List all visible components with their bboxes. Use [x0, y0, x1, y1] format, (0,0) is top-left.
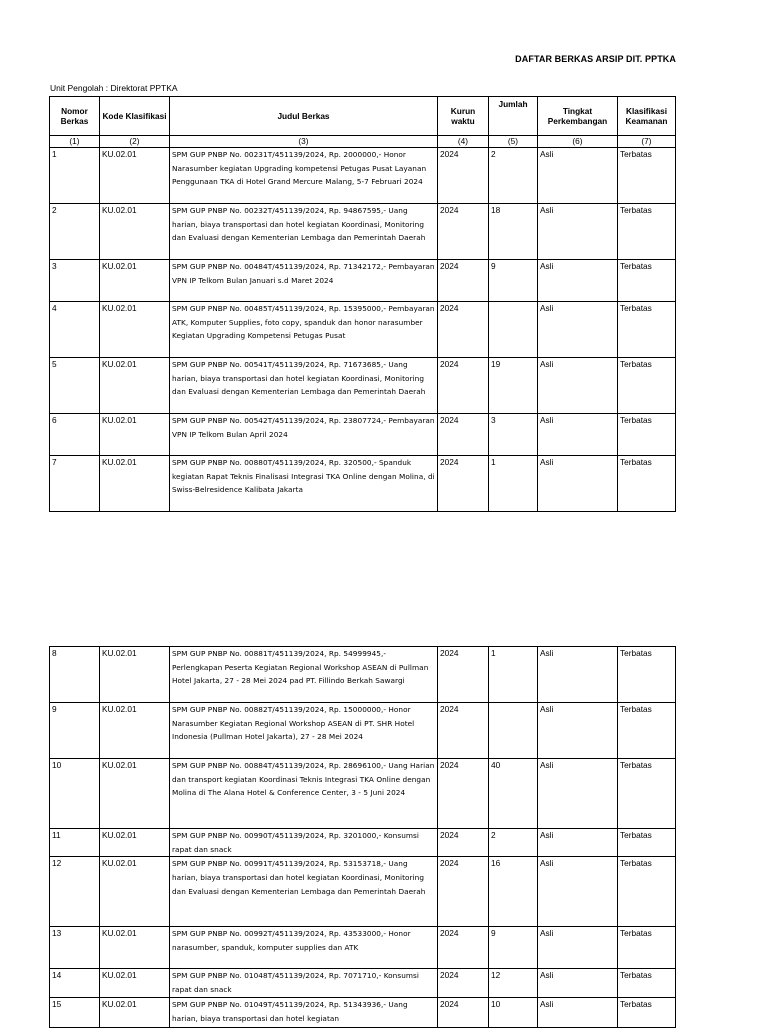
cell-kurun: 2024	[438, 997, 489, 1027]
cell-kurun: 2024	[438, 829, 489, 857]
cell-nomor: 9	[50, 703, 100, 759]
cell-nomor: 12	[50, 857, 100, 927]
cell-jumlah: 3	[489, 414, 538, 456]
cell-kurun: 2024	[438, 204, 489, 260]
cell-judul: SPM GUP PNBP No. 00882T/451139/2024, Rp. 15000000,- Honor Narasumber Kegiatan Regional Workshop ASEAN di PT. SHR Hotel Indonesia (Pullman Hotel Jakarta), 27 - 28 Mei 2024	[170, 703, 438, 759]
cell-nomor: 3	[50, 260, 100, 302]
cell-kode: KU.02.01	[100, 647, 170, 703]
cell-klasifikasi: Terbatas	[618, 204, 676, 260]
cell-judul: SPM GUP PNBP No. 00541T/451139/2024, Rp. 71673685,- Uang harian, biaya transportasi dan hotel kegiatan Koordinasi, Monitoring dan Evaluasi dengan Kementerian Lembaga dan Pemerintah Daerah	[170, 358, 438, 414]
cell-klasifikasi: Terbatas	[618, 829, 676, 857]
cell-jumlah: 10	[489, 997, 538, 1027]
cell-tingkat: Asli	[538, 829, 618, 857]
cell-nomor: 5	[50, 358, 100, 414]
table-row	[50, 997, 676, 1027]
cell-nomor: 1	[50, 148, 100, 204]
cell-kurun: 2024	[438, 456, 489, 512]
cell-kode: KU.02.01	[100, 148, 170, 204]
header-klasifikasi-keamanan: Klasifikasi Keamanan	[618, 97, 676, 136]
cell-jumlah: 9	[489, 927, 538, 969]
cell-kurun: 2024	[438, 302, 489, 358]
cell-kode: KU.02.01	[100, 204, 170, 260]
column-number: (4)	[438, 136, 489, 148]
cell-klasifikasi: Terbatas	[618, 997, 676, 1027]
cell-judul: SPM GUP PNBP No. 00881T/451139/2024, Rp. 54999945,- Perlengkapan Peserta Kegiatan Regional Workshop ASEAN di Pullman Hotel Jakarta, 27 - 28 Mei 2024 pad PT. Fillindo Berkah Sawargi	[170, 647, 438, 703]
table-row	[50, 358, 676, 414]
column-number: (1)	[50, 136, 100, 148]
cell-nomor: 11	[50, 829, 100, 857]
cell-jumlah	[489, 302, 538, 358]
header-kurun-waktu: Kurun waktu	[438, 97, 489, 136]
cell-nomor: 15	[50, 997, 100, 1027]
cell-judul: SPM GUP PNBP No. 00232T/451139/2024, Rp. 94867595,- Uang harian, biaya transportasi dan hotel kegiatan Koordinasi, Monitoring dan Evaluasi dengan Kementerian Lembaga dan Pemerintah Daerah	[170, 204, 438, 260]
cell-judul: SPM GUP PNBP No. 00991T/451139/2024, Rp. 53153718,- Uang harian, biaya transportasi dan hotel kegiatan Koordinasi, Monitoring dan Evaluasi dengan Kementerian Lembaga dan Pemerintah Daerah	[170, 857, 438, 927]
cell-klasifikasi: Terbatas	[618, 927, 676, 969]
column-number: (5)	[489, 136, 538, 148]
cell-tingkat: Asli	[538, 997, 618, 1027]
cell-jumlah: 2	[489, 148, 538, 204]
cell-nomor: 14	[50, 969, 100, 997]
cell-kode: KU.02.01	[100, 857, 170, 927]
cell-kode: KU.02.01	[100, 703, 170, 759]
table-row	[50, 204, 676, 260]
column-number: (3)	[170, 136, 438, 148]
cell-jumlah: 16	[489, 857, 538, 927]
table-row	[50, 703, 676, 759]
cell-nomor: 10	[50, 759, 100, 829]
cell-judul: SPM GUP PNBP No. 00990T/451139/2024, Rp. 3201000,- Konsumsi rapat dan snack	[170, 829, 438, 857]
cell-kode: KU.02.01	[100, 759, 170, 829]
cell-kode: KU.02.01	[100, 829, 170, 857]
cell-kurun: 2024	[438, 857, 489, 927]
cell-kode: KU.02.01	[100, 927, 170, 969]
cell-klasifikasi: Terbatas	[618, 759, 676, 829]
cell-kode: KU.02.01	[100, 302, 170, 358]
table-header-row	[50, 97, 676, 136]
column-number: (7)	[618, 136, 676, 148]
table-row	[50, 260, 676, 302]
cell-jumlah: 1	[489, 647, 538, 703]
cell-tingkat: Asli	[538, 148, 618, 204]
cell-jumlah	[489, 703, 538, 759]
column-number: (2)	[100, 136, 170, 148]
cell-klasifikasi: Terbatas	[618, 969, 676, 997]
cell-kurun: 2024	[438, 969, 489, 997]
cell-judul: SPM GUP PNBP No. 00992T/451139/2024, Rp. 43533000,- Honor narasumber, spanduk, komputer supplies dan ATK	[170, 927, 438, 969]
cell-klasifikasi: Terbatas	[618, 358, 676, 414]
cell-klasifikasi: Terbatas	[618, 260, 676, 302]
header-jumlah: Jumlah	[489, 97, 538, 136]
table-row	[50, 414, 676, 456]
table-row	[50, 829, 676, 857]
cell-judul: SPM GUP PNBP No. 00231T/451139/2024, Rp. 2000000,- Honor Narasumber kegiatan Upgrading kompetensi Petugas Pusat Layanan Penggunaan TKA di Hotel Grand Mercure Malang, 5-7 Februari 2024	[170, 148, 438, 204]
cell-tingkat: Asli	[538, 857, 618, 927]
cell-klasifikasi: Terbatas	[618, 148, 676, 204]
header-nomor-berkas: Nomor Berkas	[50, 97, 100, 136]
cell-judul: SPM GUP PNBP No. 00884T/451139/2024, Rp. 28696100,- Uang Harian dan transport kegiatan Koordinasi Teknis Integrasi TKA Online dengan Molina di The Alana Hotel & Conference Center, 3 - 5 Juni 2024	[170, 759, 438, 829]
document-title: DAFTAR BERKAS ARSIP DIT. PPTKA	[515, 54, 676, 64]
cell-kurun: 2024	[438, 148, 489, 204]
cell-tingkat: Asli	[538, 302, 618, 358]
cell-jumlah: 9	[489, 260, 538, 302]
cell-tingkat: Asli	[538, 414, 618, 456]
cell-jumlah: 12	[489, 969, 538, 997]
table-row	[50, 148, 676, 204]
cell-nomor: 2	[50, 204, 100, 260]
cell-kurun: 2024	[438, 358, 489, 414]
cell-tingkat: Asli	[538, 260, 618, 302]
cell-tingkat: Asli	[538, 927, 618, 969]
cell-kurun: 2024	[438, 414, 489, 456]
cell-kurun: 2024	[438, 260, 489, 302]
cell-klasifikasi: Terbatas	[618, 857, 676, 927]
cell-judul: SPM GUP PNBP No. 00542T/451139/2024, Rp. 23807724,- Pembayaran VPN IP Telkom Bulan April 2024	[170, 414, 438, 456]
cell-jumlah: 2	[489, 829, 538, 857]
cell-kode: KU.02.01	[100, 456, 170, 512]
cell-tingkat: Asli	[538, 759, 618, 829]
column-number-row	[50, 136, 676, 148]
cell-tingkat: Asli	[538, 358, 618, 414]
cell-judul: SPM GUP PNBP No. 00485T/451139/2024, Rp. 15395000,- Pembayaran ATK, Komputer Supplies, foto copy, spanduk dan honor narasumber Kegiatan Upgrading Kompetensi Petugas Pusat	[170, 302, 438, 358]
cell-kurun: 2024	[438, 759, 489, 829]
table-row	[50, 857, 676, 927]
table-row	[50, 302, 676, 358]
archive-table-page-1	[49, 96, 676, 512]
cell-kurun: 2024	[438, 927, 489, 969]
cell-nomor: 8	[50, 647, 100, 703]
unit-label: Unit Pengolah : Direktorat PPTKA	[50, 83, 178, 93]
table-row	[50, 927, 676, 969]
cell-judul: SPM GUP PNBP No. 01049T/451139/2024, Rp. 51343936,- Uang harian, biaya transportasi dan hotel kegiatan	[170, 997, 438, 1027]
column-number: (6)	[538, 136, 618, 148]
cell-kode: KU.02.01	[100, 969, 170, 997]
cell-jumlah: 1	[489, 456, 538, 512]
cell-kurun: 2024	[438, 703, 489, 759]
cell-tingkat: Asli	[538, 969, 618, 997]
header-judul-berkas: Judul Berkas	[170, 97, 438, 136]
cell-klasifikasi: Terbatas	[618, 456, 676, 512]
cell-jumlah: 18	[489, 204, 538, 260]
cell-klasifikasi: Terbatas	[618, 703, 676, 759]
cell-klasifikasi: Terbatas	[618, 302, 676, 358]
cell-nomor: 4	[50, 302, 100, 358]
cell-tingkat: Asli	[538, 204, 618, 260]
cell-jumlah: 19	[489, 358, 538, 414]
cell-kode: KU.02.01	[100, 358, 170, 414]
cell-tingkat: Asli	[538, 456, 618, 512]
cell-tingkat: Asli	[538, 703, 618, 759]
cell-nomor: 7	[50, 456, 100, 512]
cell-kurun: 2024	[438, 647, 489, 703]
table-row	[50, 647, 676, 703]
cell-kode: KU.02.01	[100, 414, 170, 456]
table-row	[50, 759, 676, 829]
cell-kode: KU.02.01	[100, 260, 170, 302]
cell-klasifikasi: Terbatas	[618, 647, 676, 703]
cell-kode: KU.02.01	[100, 997, 170, 1027]
cell-tingkat: Asli	[538, 647, 618, 703]
table-row	[50, 456, 676, 512]
header-kode-klasifikasi: Kode Klasifikasi	[100, 97, 170, 136]
table-row	[50, 969, 676, 997]
cell-judul: SPM GUP PNBP No. 00880T/451139/2024, Rp. 320500,- Spanduk kegiatan Rapat Teknis Finalisasi Integrasi TKA Online dengan Molina, di Swiss-Belresidence Kalibata Jakarta	[170, 456, 438, 512]
cell-nomor: 13	[50, 927, 100, 969]
header-tingkat-perkembangan: Tingkat Perkembangan	[538, 97, 618, 136]
cell-klasifikasi: Terbatas	[618, 414, 676, 456]
cell-judul: SPM GUP PNBP No. 01048T/451139/2024, Rp. 7071710,- Konsumsi rapat dan snack	[170, 969, 438, 997]
archive-table-page-2	[49, 646, 676, 1028]
cell-jumlah: 40	[489, 759, 538, 829]
cell-judul: SPM GUP PNBP No. 00484T/451139/2024, Rp. 71342172,- Pembayaran VPN IP Telkom Bulan Januari s.d Maret 2024	[170, 260, 438, 302]
cell-nomor: 6	[50, 414, 100, 456]
